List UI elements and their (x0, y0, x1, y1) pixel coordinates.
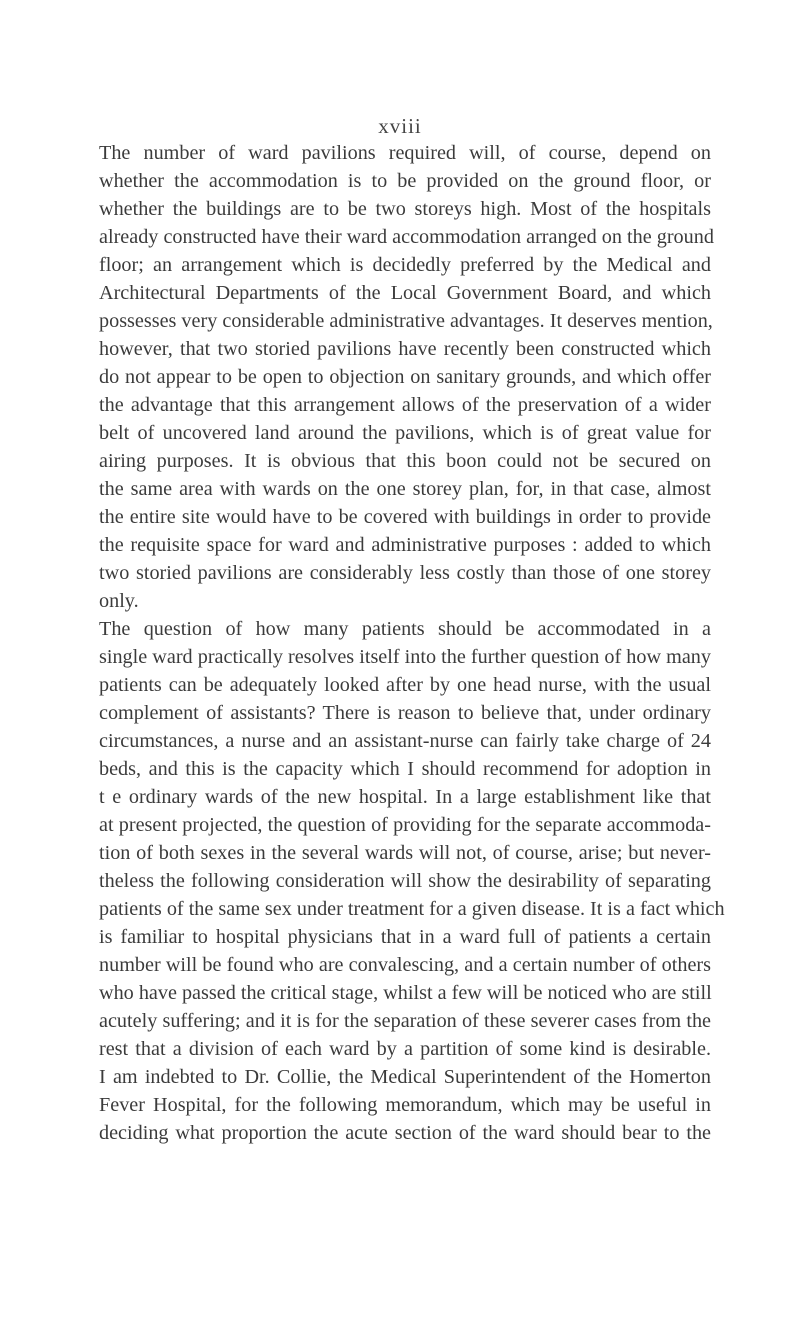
text-line: possesses very considerable administrative advantages. It deserves mention, (99, 310, 713, 332)
text-line: Architectural Departments of the Local Government Board, and which (99, 282, 711, 304)
text-line: is familiar to hospital physicians that in a ward full of patients a certain (99, 926, 711, 948)
text-line: theless the following consideration will show the desirability of separating (99, 870, 711, 892)
text-line: patients can be adequately looked after by one head nurse, with the usual (99, 674, 711, 696)
text-line: however, that two storied pavilions have recently been constructed which (99, 338, 711, 360)
text-line: the same area with wards on the one storey plan, for, in that case, almost (99, 478, 711, 500)
text-line: at present projected, the question of providing for the separate accommoda- (99, 814, 711, 836)
text-line: patients of the same sex under treatment for a given disease. It is a fact which (99, 898, 725, 920)
text-line: belt of uncovered land around the pavilions, which is of great value for (99, 422, 711, 444)
text-line: acutely suffering; and it is for the separation of these severer cases from the (99, 1010, 711, 1032)
text-line: deciding what proportion the acute section of the ward should bear to the (99, 1122, 711, 1144)
text-line: do not appear to be open to objection on sanitary grounds, and which offer (99, 366, 711, 388)
text-line: The number of ward pavilions required will, of course, depend on (99, 142, 711, 164)
page-number: xviii (378, 114, 422, 138)
text-line: complement of assistants? There is reason to believe that, under ordinary (99, 702, 711, 724)
text-line: whether the accommodation is to be provided on the ground floor, or (99, 170, 711, 192)
text-line: tion of both sexes in the several wards will not, of course, arise; but never- (99, 842, 711, 864)
text-line: rest that a division of each ward by a partition of some kind is desirable. (99, 1038, 711, 1060)
text-line: who have passed the critical stage, whilst a few will be noticed who are still (99, 982, 712, 1004)
text-line: floor; an arrangement which is decidedly preferred by the Medical and (99, 254, 711, 276)
text-line: only. (99, 590, 139, 612)
text-line: the requisite space for ward and administrative purposes : added to which (99, 534, 711, 556)
text-line: single ward practically resolves itself into the further question of how many (99, 646, 711, 668)
text-line: the advantage that this arrangement allows of the preservation of a wider (99, 394, 711, 416)
text-line: already constructed have their ward accommodation arranged on the ground (99, 226, 714, 248)
text-line: airing purposes. It is obvious that this boon could not be secured on (99, 450, 711, 472)
text-line: two storied pavilions are considerably less costly than those of one storey (99, 562, 711, 584)
text-line: circumstances, a nurse and an assistant-nurse can fairly take charge of 24 (99, 730, 711, 752)
text-line: The question of how many patients should be accommodated in a (99, 618, 711, 640)
text-line: whether the buildings are to be two storeys high. Most of the hospitals (99, 198, 711, 220)
text-line: beds, and this is the capacity which I should recommend for adoption in (99, 758, 711, 780)
text-line: Fever Hospital, for the following memorandum, which may be useful in (99, 1094, 711, 1116)
text-line: the entire site would have to be covered with buildings in order to provide (99, 506, 711, 528)
text-line: I am indebted to Dr. Collie, the Medical Superintendent of the Homerton (99, 1066, 711, 1088)
text-line: number will be found who are convalescing, and a certain number of others (99, 954, 711, 976)
text-line: t e ordinary wards of the new hospital. In a large establishment like that (99, 786, 711, 808)
